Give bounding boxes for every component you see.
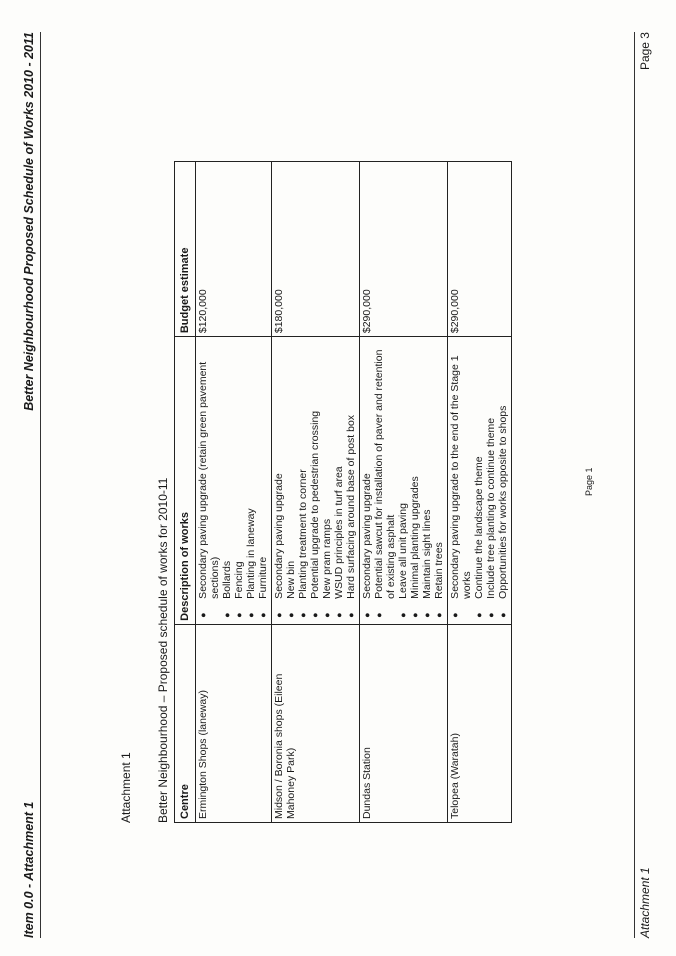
column-header-description: Description of works xyxy=(175,337,196,625)
list-item xyxy=(361,340,373,621)
bullet-icon: ● xyxy=(422,612,432,618)
works-list xyxy=(361,340,445,621)
list-item xyxy=(257,340,269,621)
table-row xyxy=(448,162,512,823)
work-item-text: New pram ramps xyxy=(321,518,333,599)
table-body xyxy=(196,162,512,823)
work-item-text: Secondary paving upgrade xyxy=(273,473,285,599)
table-row xyxy=(196,162,272,823)
header-item-label: Item 0.0 - Attachment 1 xyxy=(22,801,36,938)
list-item xyxy=(421,340,433,621)
budget-cell: $180,000 xyxy=(272,162,360,337)
bullet-icon: ● xyxy=(274,612,284,618)
bullet-icon: ● xyxy=(346,612,356,618)
list-item xyxy=(497,340,509,621)
column-header-centre: Centre xyxy=(175,624,196,822)
bullet-icon: ● xyxy=(410,612,420,618)
centre-cell: Midson / Boronia shops (Eileen Mahoney Park) xyxy=(272,624,360,822)
list-item xyxy=(221,340,233,621)
list-item xyxy=(373,340,397,621)
work-item-text: Planting treatment to corner xyxy=(297,469,309,599)
bullet-icon: ● xyxy=(222,612,232,618)
bullet-icon: ● xyxy=(198,612,208,618)
works-list xyxy=(197,340,269,621)
schedule-table xyxy=(174,161,512,823)
work-item-text: Fencing xyxy=(233,561,245,599)
list-item xyxy=(433,340,445,621)
work-item-text: Potential sawcut for installation of paver and retention of existing asphalt xyxy=(373,349,397,599)
works-list xyxy=(273,340,357,621)
work-item-text: Planting in laneway xyxy=(245,508,257,599)
works-cell xyxy=(448,337,512,625)
works-cell xyxy=(196,337,272,625)
list-item xyxy=(449,340,473,621)
header-document-title: Better Neighbourhood Proposed Schedule of Works 2010 - 2011 xyxy=(22,32,36,411)
work-item-text: Leave all unit paving xyxy=(397,503,409,599)
bullet-icon: ● xyxy=(474,612,484,618)
work-item-text: Include tree planting to continue theme xyxy=(485,417,497,599)
bullet-icon: ● xyxy=(246,612,256,618)
inner-page-number: Page 1 xyxy=(584,467,594,496)
bullet-icon: ● xyxy=(234,612,244,618)
footer-rule xyxy=(634,32,635,938)
list-item xyxy=(309,340,321,621)
list-item xyxy=(485,340,497,621)
list-item xyxy=(473,340,485,621)
centre-cell: Telopea (Waratah) xyxy=(448,624,512,822)
work-item-text: Furniture xyxy=(257,556,269,599)
table-row xyxy=(360,162,448,823)
budget-cell: $290,000 xyxy=(360,162,448,337)
work-item-text: Secondary paving upgrade xyxy=(361,473,373,599)
work-item-text: Maintain sight lines xyxy=(421,509,433,599)
list-item xyxy=(397,340,409,621)
list-item xyxy=(345,340,357,621)
bullet-icon: ● xyxy=(486,612,496,618)
table-row xyxy=(272,162,360,823)
work-item-text: Bollards xyxy=(221,560,233,599)
attachment-label: Attachment 1 xyxy=(119,752,133,823)
centre-cell: Ermington Shops (laneway) xyxy=(196,624,272,822)
centre-cell: Dundas Station xyxy=(360,624,448,822)
bullet-icon: ● xyxy=(286,612,296,618)
work-item-text: Secondary paving upgrade to the end of the Stage 1 works xyxy=(449,355,473,599)
budget-cell: $290,000 xyxy=(448,162,512,337)
list-item xyxy=(197,340,221,621)
work-item-text: Continue the landscape theme xyxy=(473,456,485,599)
work-item-text: Retain trees xyxy=(433,542,445,599)
bullet-icon: ● xyxy=(334,612,344,618)
bullet-icon: ● xyxy=(398,612,408,618)
bullet-icon: ● xyxy=(434,612,444,618)
work-item-text: Minimal planting upgrades xyxy=(409,476,421,599)
list-item xyxy=(297,340,309,621)
work-item-text: New bin xyxy=(285,560,297,599)
bullet-icon: ● xyxy=(362,612,372,618)
list-item xyxy=(273,340,285,621)
work-item-text: Secondary paving upgrade (retain green pavement sections) xyxy=(197,361,221,599)
list-item xyxy=(409,340,421,621)
work-item-text: WSUD principles in turf area xyxy=(333,466,345,599)
column-header-budget: Budget estimate xyxy=(175,162,196,337)
works-list xyxy=(449,340,509,621)
header-rule xyxy=(40,32,41,938)
list-item xyxy=(321,340,333,621)
bullet-icon: ● xyxy=(498,612,508,618)
list-item xyxy=(285,340,297,621)
bullet-icon: ● xyxy=(322,612,332,618)
work-item-text: Hard surfacing around base of post box xyxy=(345,414,357,599)
table-header-row xyxy=(175,162,196,823)
work-item-text: Potential upgrade to pedestrian crossing xyxy=(309,410,321,599)
budget-cell: $120,000 xyxy=(196,162,272,337)
list-item xyxy=(245,340,257,621)
works-cell xyxy=(360,337,448,625)
bullet-icon: ● xyxy=(298,612,308,618)
bullet-icon: ● xyxy=(450,612,460,618)
bullet-icon: ● xyxy=(258,612,268,618)
works-cell xyxy=(272,337,360,625)
list-item xyxy=(333,340,345,621)
footer-attachment-label: Attachment 1 xyxy=(638,867,652,938)
list-item xyxy=(233,340,245,621)
work-item-text: Opportunities for works opposite to shops xyxy=(497,405,509,599)
schedule-title: Better Neighbourhood – Proposed schedule of works for 2010-11 xyxy=(156,477,170,823)
footer-page-number: Page 3 xyxy=(638,32,652,71)
bullet-icon: ● xyxy=(310,612,320,618)
bullet-icon: ● xyxy=(374,612,384,618)
